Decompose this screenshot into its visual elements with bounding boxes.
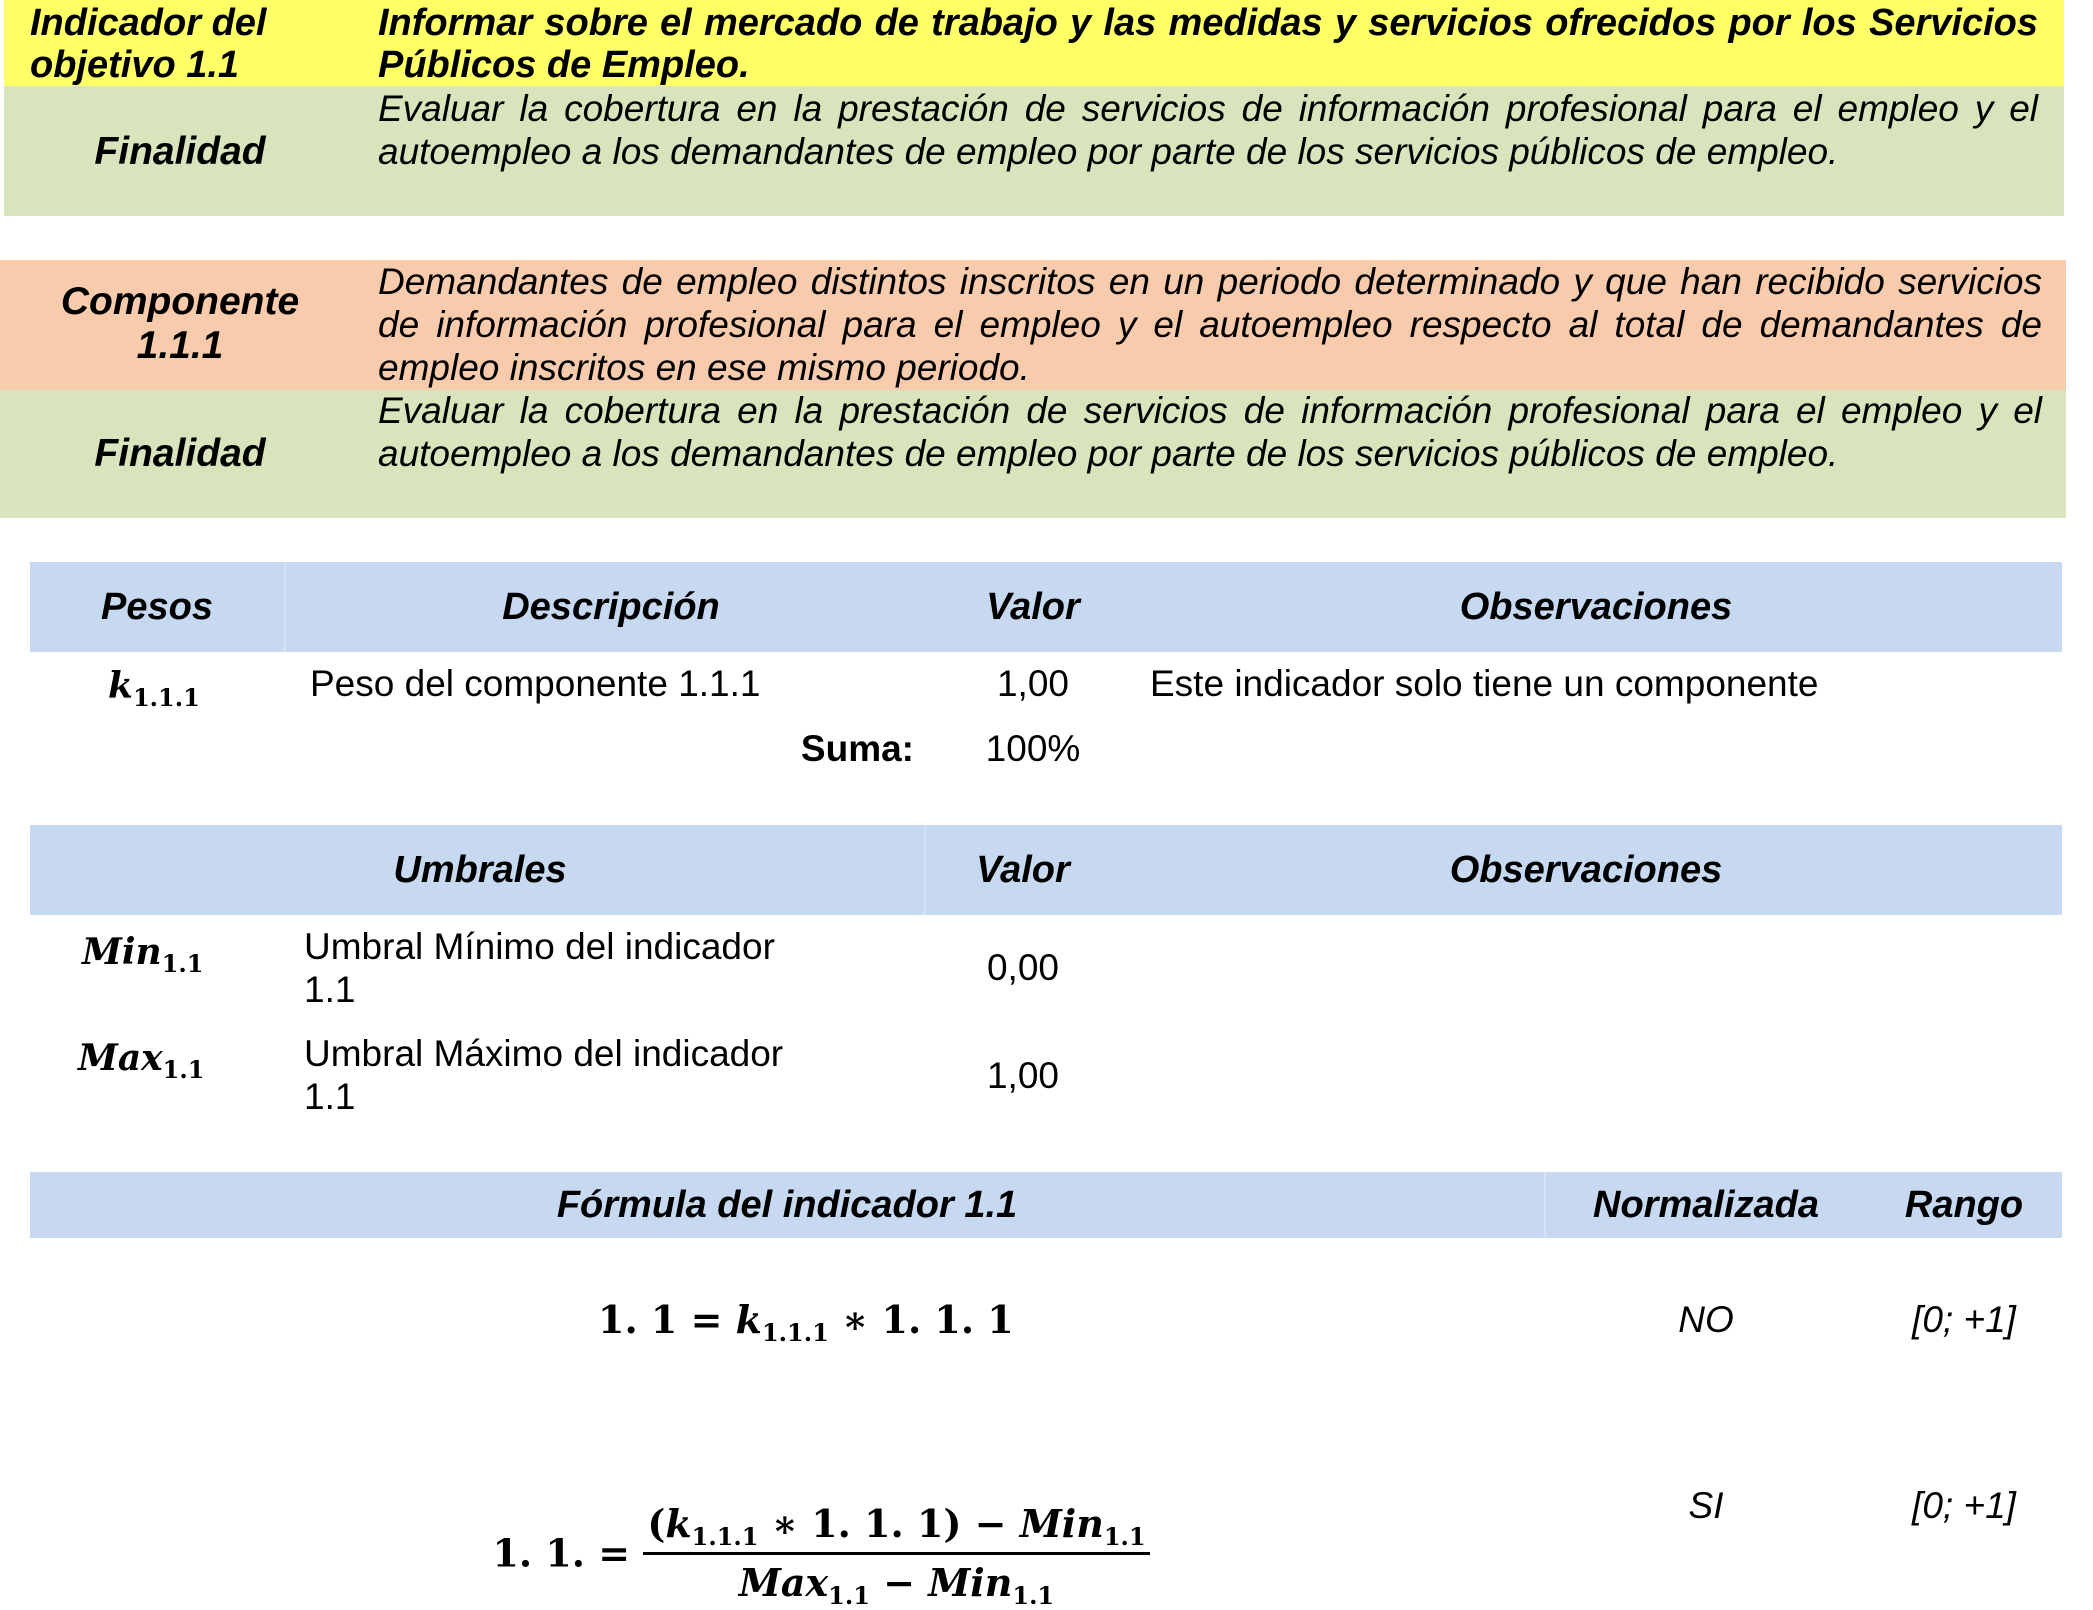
formula-2: 1. 1. = $\frac{(k_{1.1.1} ∗ 1. 1. 1) - Min_{1.1}}{Max_{1.1} - Min_{1.1}}$ (466, 1452, 1150, 1607)
pesos-sum-value: 100% (985, 728, 1081, 769)
umbral-min-description-line1: Umbral Mínimo del indicador (304, 926, 775, 967)
formula-2-normalized: SI (1688, 1485, 1724, 1526)
pesos-header-observaciones: Observaciones (1459, 586, 1733, 628)
pesos-observation: Este indicador solo tiene un componente (1150, 663, 1819, 704)
umbrales-header-umbrales: Umbrales (393, 849, 567, 891)
componente-text: Demandantes de empleo distintos inscritos en un periodo determinado y que han recibido servicios de información profesional para el empleo y el autoempleo respecto al total de demandantes de empleo inscritos en ese mismo periodo. (378, 261, 2042, 388)
finalidad-1-label: Finalidad (94, 130, 266, 173)
pesos-header-pesos: Pesos (101, 586, 213, 628)
umbrales-header-valor: Valor (976, 849, 1070, 891)
pesos-sum-label: Suma: (800, 728, 914, 769)
umbral-max-description-line1: Umbral Máximo del indicador (304, 1033, 784, 1074)
formula-1: 1. $1 = k_{1.1.1}$ ∗ 1. 1. 1 (598, 1297, 1014, 1347)
formula-1-range: [0; +1] (1912, 1299, 2016, 1340)
finalidad-2-label: Finalidad (94, 432, 266, 475)
umbral-min-symbol: Min$_{1.1}$ (82, 931, 204, 978)
formula-2-numerator: ($k_{1.1.1}$ ∗ 1. 1. 1) − Min$_{1.1}$ (643, 1500, 1149, 1555)
formula-header-rango: Rango (1904, 1184, 2024, 1226)
umbral-max-symbol: Max$_{1.1}$ (78, 1037, 205, 1084)
formula-header-normalizada: Normalizada (1593, 1184, 1819, 1226)
formula-1-normalized: NO (1678, 1299, 1734, 1340)
finalidad-2-text: Evaluar la cobertura en la prestación de servicios de información profesional para el empleo y el autoempleo a los demandantes de empleo por parte de los servicios públicos de empleo. (378, 390, 2042, 474)
formula-header-formula: Fórmula del indicador 1.1 (556, 1184, 1018, 1226)
pesos-header-valor: Valor (986, 586, 1080, 628)
pesos-symbol-k: $k_{1.1.1}$ (108, 665, 200, 712)
pesos-header-descripcion: Descripción (502, 586, 720, 628)
componente-label-line2: 1.1.1 (136, 324, 224, 367)
umbral-min-description (304, 925, 775, 1011)
finalidad-1-text: Evaluar la cobertura en la prestación de servicios de información profesional para el empleo y el autoempleo a los demandantes de empleo por parte de los servicios públicos de empleo. (378, 88, 2038, 172)
componente-label-line1: Componente (60, 280, 300, 323)
objective-text: Informar sobre el mercado de trabajo y las medidas y servicios ofrecidos por los Servicios Públicos de Empleo. (378, 2, 2038, 86)
umbrales-header-observaciones: Observaciones (1449, 849, 1723, 891)
pesos-description: Peso del componente 1.1.1 (310, 663, 761, 704)
umbral-max-value: 1,00 (986, 1055, 1059, 1096)
umbral-max-description (304, 1032, 783, 1118)
objective-label: Indicador del objetivo 1.1 (30, 2, 267, 86)
umbral-max-description-line2: 1.1 (304, 1076, 356, 1117)
formula-2-denominator: Max$_{1.1}$ − Min$_{1.1}$ (738, 1560, 1055, 1610)
formula-2-range: [0; +1] (1912, 1485, 2016, 1526)
componente-label (20, 280, 340, 368)
umbral-min-value: 0,00 (986, 947, 1059, 988)
formula-2-fraction (643, 1500, 1149, 1610)
umbral-min-description-line2: 1.1 (304, 969, 356, 1010)
pesos-value: 1,00 (996, 663, 1069, 704)
